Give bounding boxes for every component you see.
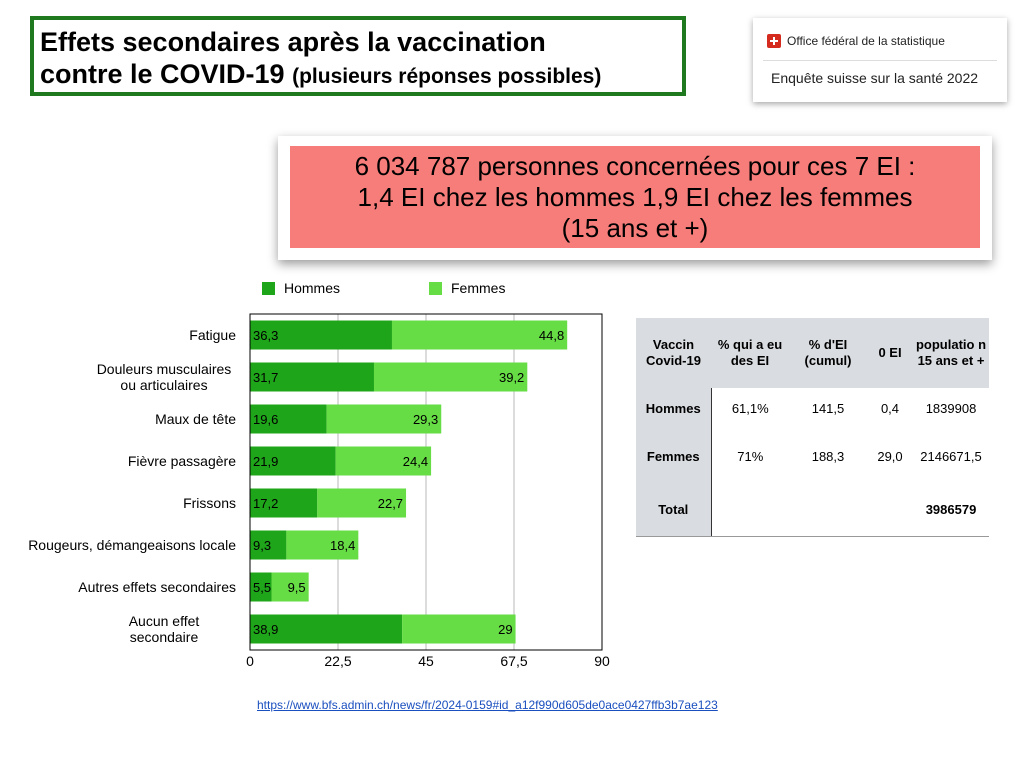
logo-divider (763, 60, 997, 61)
table-header-zero-ei: 0 EI (867, 318, 913, 388)
summary-banner-card (278, 136, 992, 260)
table-row (636, 428, 989, 484)
data-label: 17,2 (253, 496, 279, 511)
table-cell: 71% (737, 448, 764, 464)
swiss-flag-icon (767, 34, 781, 48)
table-cell: 3986579 (913, 484, 989, 536)
title-line-2-main: contre le COVID-19 (40, 59, 285, 89)
bar-chart (0, 300, 640, 680)
table-cell: 1839908 (925, 400, 977, 416)
category-label-line: Autres effets secondaires (78, 579, 236, 595)
title-line-2-note: (plusieurs réponses possibles) (292, 65, 602, 88)
data-label: 18,4 (330, 538, 356, 553)
x-tick-label: 22,5 (324, 653, 352, 669)
category-label-line: Fièvre passagère (127, 453, 236, 469)
table-header-pct-ei: % qui a eu des EI (711, 318, 789, 388)
category-label-line: Aucun effet (128, 613, 200, 629)
data-label: 39,2 (498, 370, 525, 385)
category-label-line: Douleurs musculaires (96, 361, 232, 377)
category-label-line: Frissons (183, 495, 236, 511)
table-cell: 61,1% (731, 400, 769, 416)
banner-line-1: 6 034 787 personnes concernées pour ces 7 EI : (354, 151, 916, 181)
table-cell (789, 484, 867, 536)
data-label: 21,9 (253, 454, 279, 469)
table-row (636, 484, 989, 536)
legend-femmes (429, 280, 505, 296)
legend-hommes-label: Hommes (284, 280, 341, 296)
source-link[interactable]: https://www.bfs.admin.ch/news/fr/2024-0159#id_a12f990d605de0ace0427ffb3b7ae123 (257, 698, 718, 712)
data-label: 38,9 (253, 622, 279, 637)
data-label: 9,5 (287, 580, 306, 595)
data-label: 24,4 (402, 454, 429, 469)
data-label: 29 (498, 622, 513, 637)
data-label: 19,6 (253, 412, 279, 427)
x-tick-label: 0 (246, 653, 254, 669)
category-label (28, 537, 236, 553)
category-label-line: Fatigue (189, 327, 236, 343)
table-cell: 0,4 (880, 400, 900, 416)
category-label (155, 411, 236, 427)
table-cell (867, 484, 913, 536)
data-label: 31,7 (253, 370, 279, 385)
legend-hommes-swatch (262, 282, 275, 295)
category-label (189, 327, 236, 343)
data-label: 44,8 (538, 328, 565, 343)
category-label (129, 613, 200, 645)
table-cell: 141,5 (811, 400, 845, 416)
category-label (97, 361, 232, 393)
banner-line-2: 1,4 EI chez les hommes 1,9 EI chez les femmes (357, 182, 913, 212)
office-row (767, 34, 945, 48)
table-cell: Total (636, 484, 711, 536)
x-tick-label: 45 (418, 653, 434, 669)
office-name: Office fédéral de la statistique (787, 34, 945, 48)
table-header-vaccin: Vaccin Covid-19 (636, 318, 711, 388)
summary-banner (290, 146, 980, 248)
category-label-line: ou articulaires (120, 377, 208, 393)
category-label-line: secondaire (129, 629, 199, 645)
banner-line-3: (15 ans et +) (561, 213, 709, 243)
data-label: 29,3 (412, 412, 439, 427)
summary-table (636, 318, 989, 537)
category-label (183, 495, 236, 511)
table-header-population: populatio n 15 ans et + (913, 318, 989, 388)
ofs-logo-card (753, 18, 1007, 102)
table-cell: 188,3 (811, 448, 845, 464)
data-label: 9,3 (253, 538, 272, 553)
category-label (78, 579, 236, 595)
category-label-line: Maux de tête (155, 411, 236, 427)
legend-femmes-swatch (429, 282, 442, 295)
title-line-2 (40, 58, 676, 93)
x-tick-label: 67,5 (500, 653, 528, 669)
survey-name: Enquête suisse sur la santé 2022 (771, 70, 979, 86)
title-box (30, 16, 686, 96)
table-row (636, 388, 989, 428)
table-cell: 2146671,5 (920, 448, 982, 464)
legend-hommes (262, 280, 340, 296)
title-line-1: Effets secondaires après la vaccination (40, 27, 546, 57)
data-label: 22,7 (377, 496, 404, 511)
table-cell: Femmes (636, 428, 711, 484)
category-label (128, 453, 236, 469)
table-cell (711, 484, 789, 536)
table-cell: 29,0 (877, 448, 903, 464)
data-label: 5,5 (253, 580, 272, 595)
table-cell: Hommes (636, 388, 711, 428)
table-header-pct-ei-cumul: % d'EI (cumul) (789, 318, 867, 388)
category-label-line: Rougeurs, démangeaisons locale (28, 537, 236, 553)
legend-femmes-label: Femmes (451, 280, 506, 296)
x-tick-label: 90 (594, 653, 610, 669)
data-label: 36,3 (253, 328, 279, 343)
